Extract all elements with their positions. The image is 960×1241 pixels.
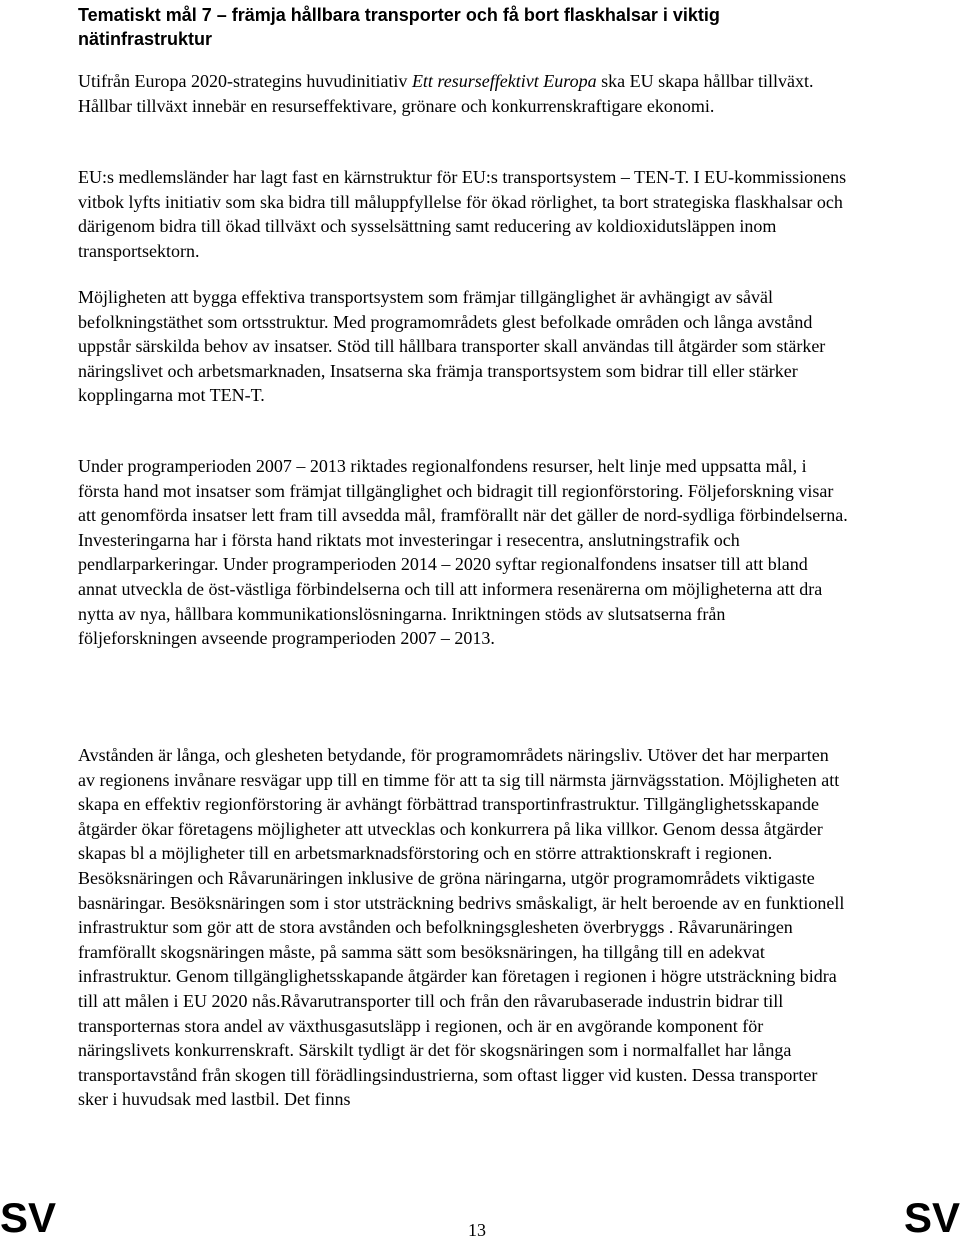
section-heading: Tematiskt mål 7 – främja hållbara transporter och få bort flaskhalsar i viktig nätinfrastruktur [78, 5, 720, 49]
paragraph-programme-period: Under programperioden 2007 – 2013 riktades regionalfondens resurser, helt linje med uppsatta mål, i första hand mot insatser som främjat tillgänglighet och bidragit till regionförstoring. Följeforskning visar att genomförda insatser lett fram till avsedda mål, framförallt när det gäller de nord-sydliga förbindelserna. Investeringarna har i första hand riktats mot investeringar i resecentra, anslutningstrafik och pendlarparkeringar. Under programperioden 2014 – 2020 syftar regionalfondens insatser till att bland annat utveckla de öst-västliga förbindelserna och till att informera resenärerna om möjligheterna att dra nytta av nya, hållbara kommunikationslösningarna. Inriktningen stöds av slutsatserna från följeforskningen avseende programperioden 2007 – 2013. [78, 456, 848, 649]
page-number: 13 [468, 1220, 486, 1240]
paragraph-transport-systems: Möjligheten att bygga effektiva transportsystem som främjar tillgänglighet är avhängigt av såväl befolkningstäthet som ortsstruktur. Med programområdets glest befolkade områden och långa avstånd uppstår särskilda behov av insatser. Stöd till hållbara transporter skall användas till åtgärder som stärker näringslivet och arbetsmarknaden, Insatserna ska främja transportsystem som bidrar till eller stärker kopplingarna mot TEN-T. [78, 287, 826, 406]
paragraph-intro-before: Utifrån Europa 2020-strategins huvudinitiativ [78, 71, 412, 91]
paragraph-intro-emphasis: Ett resurseffektivt Europa [411, 71, 597, 91]
footer-language-code-right: SV [903, 1194, 960, 1241]
paragraph-distances: Avstånden är långa, och glesheten betydande, för programområdets näringsliv. Utöver det har merparten av regionens invånare resvägar upp till en timme för att ta sig till närmsta järnvägsstation. Möjligheten att skapa en effektiv regionförstoring är avhängt förbättrad transportinfrastruktur. Tillgänglighetsskapande åtgärder ökar företagens möjligheter att utvecklas och konkurrera på lika villkor. Genom dessa åtgärder skapas bl a möjligheter till en arbetsmarknadsförstoring och en större attraktionskraft i regionen. Besöksnäringen och Råvarunäringen inklusive de gröna näringarna, utgör programområdets viktigaste basnäringar. Besöksnäringen som i stor utsträckning bedrivs småskaligt, är helt beroende av en funktionell infrastruktur som gör att de stora avstånden och befolkningsglesheten överbryggs . Råvarunäringen framförallt skogsnäringen måste, på samma sätt som besöksnäringen, ha tillgång till en adekvat infrastruktur. Genom tillgänglighetsskapande åtgärder kan företagen i regionen i högre utsträckning bidra till att målen i EU 2020 nås.Råvarutransporter till och från den råvarubaserade industrin bidrar till transporternas stora andel av växthusgasutsläpp i regionen, och är en avgörande komponent för näringslivets konkurrenskraft. Särskilt tydligt är det för skogsnäringen som i normalfallet har långa transportavstånd från skogen till förädlingsindustrierna, som oftast ligger vid kusten. Dessa transporter sker i huvudsak med lastbil. Det finns [78, 745, 845, 1110]
paragraph-ten-t: EU:s medlemsländer har lagt fast en kärnstruktur för EU:s transportsystem – TEN-T. I EU-kommissionens vitbok lyfts initiativ som ska bidra till måluppfyllelse för ökad rörlighet, ta bort strategiska flaskhalsar och därigenom bidra till ökad tillväxt och sysselsättning samt reducering av koldioxidutsläppen inom transportsektorn. [78, 167, 847, 261]
paragraph-intro-after: ska EU skapa hållbar tillväxt. Hållbar tillväxt innebär en resurseffektivare, grönare och konkurrenskraftigare ekonomi. [78, 71, 814, 116]
paragraph-intro [78, 69, 848, 118]
footer-language-code-left: SV [0, 1194, 57, 1241]
